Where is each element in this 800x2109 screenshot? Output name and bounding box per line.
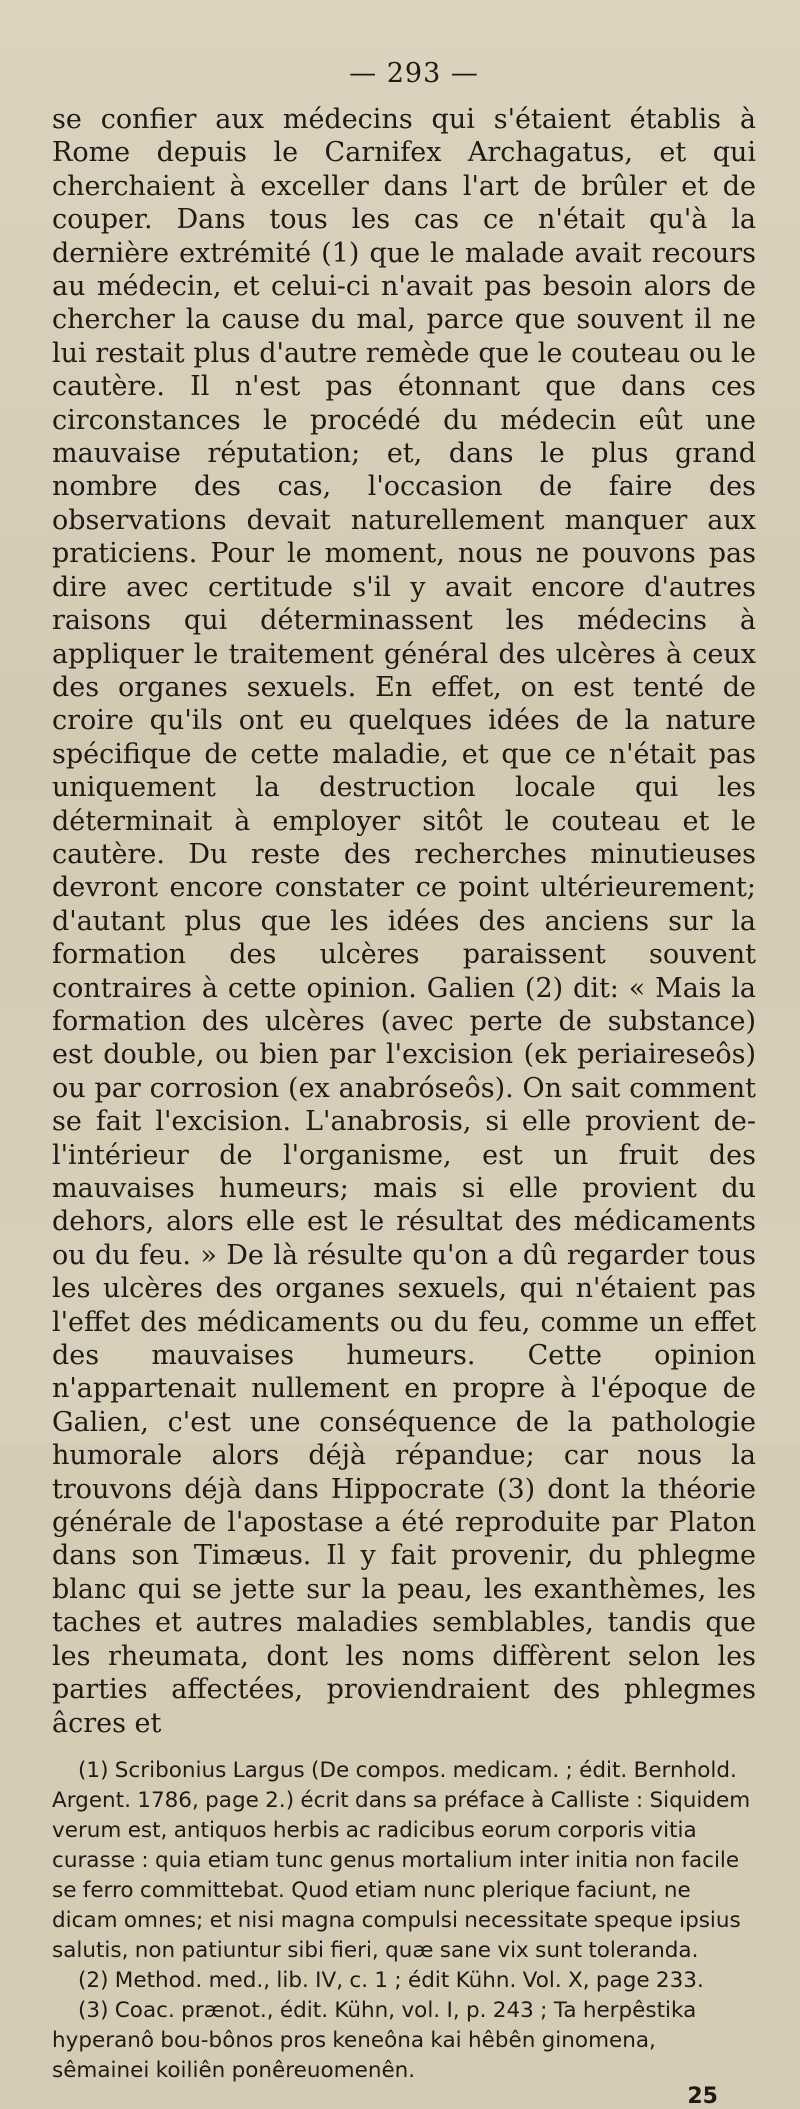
footnote-3: (3) Coac. prænot., édit. Kühn, vol. I, p. 243 ; Ta herpêstika hyperanô bou-bônos pros keneôna kai hêbên ginomena, sêmainei koiliên ponêreuomenên. (52, 1997, 697, 2083)
footnotes (52, 1756, 756, 2086)
page-number: — 293 — (349, 58, 479, 89)
signature-mark: 25 (687, 2083, 718, 2109)
body-paragraph: se confier aux médecins qui s'étaient établis à Rome depuis le Carnifex Archagatus, et qui cherchaient à exceller dans l'art de brûler et de couper. Dans tous les cas ce n'était qu'à la dernière extrémité (1) que le malade avait recours au médecin, et celui-ci n'avait pas besoin alors de chercher la cause du mal, parce que souvent il ne lui restait plus d'autre remède que le couteau ou le cautère. Il n'est pas étonnant que dans ces circonstances le procédé du médecin eût une mauvaise réputation; et, dans le plus grand nombre des cas, l'occasion de faire des observations devait naturellement manquer aux praticiens. Pour le moment, nous ne pouvons pas dire avec certitude s'il y avait encore d'autres raisons qui déterminassent les médecins à appliquer le traitement général des ulcères à ceux des organes sexuels. En effet, on est tenté de croire qu'ils ont eu quelques idées de la nature spécifique de cette maladie, et que ce n'était pas uniquement la destruction locale qui les déterminait à employer sitôt le couteau et le cautère. Du reste des recherches minutieuses devront encore constater ce point ultérieurement; d'autant plus que les idées des anciens sur la formation des ulcères paraissent souvent contraires à cette opinion. Galien (2) dit: « Mais la formation des ulcères (avec perte de substance) est double, ou bien par l'excision (ek periaireseôs) ou par corrosion (ex anabróseôs). On sait comment se fait l'excision. L'anabrosis, si elle provient de-l'intérieur de l'organisme, est un fruit des mauvaises humeurs; mais si elle provient du dehors, alors elle est le résultat des médicaments ou du feu. » De là résulte qu'on a dû regarder tous les ulcères des organes sexuels, qui n'étaient pas l'effet des médicaments ou du feu, comme un effet des mauvaises humeurs. Cette opinion n'appartenait nullement en propre à l'époque de Galien, c'est une conséquence de la pathologie humorale alors déjà répandue; car nous la trouvons déjà dans Hippocrate (3) dont la théorie générale de l'apostase a été reproduite par Platon dans son Timæus. Il y fait provenir, du phlegme blanc qui se jette sur la peau, les exanthèmes, les taches et autres maladies semblables, tandis que les rheumata, dont les noms diffèrent selon les parties affectées, proviendraient des phlegmes âcres et (52, 104, 756, 1739)
footnote-1: (1) Scribonius Largus (De compos. medicam. ; édit. Bernhold. Argent. 1786, page 2.) écrit dans sa préface à Calliste : Siquidem verum est, antiquos herbis ac radicibus eorum corporis vitia curasse : quia etiam tunc genus mortalium inter initia non facile se ferro committebat. Quod etiam nunc plerique faciunt, ne dicam omnes; et nisi magna compulsi necessitate speque ipsius salutis, non patiuntur sibi fieri, quæ sane vix sunt toleranda. (52, 1757, 751, 1963)
footnote-2: (2) Method. med., lib. IV, c. 1 ; édit Kühn. Vol. X, page 233. (78, 1967, 704, 1993)
body-text (52, 103, 756, 1740)
